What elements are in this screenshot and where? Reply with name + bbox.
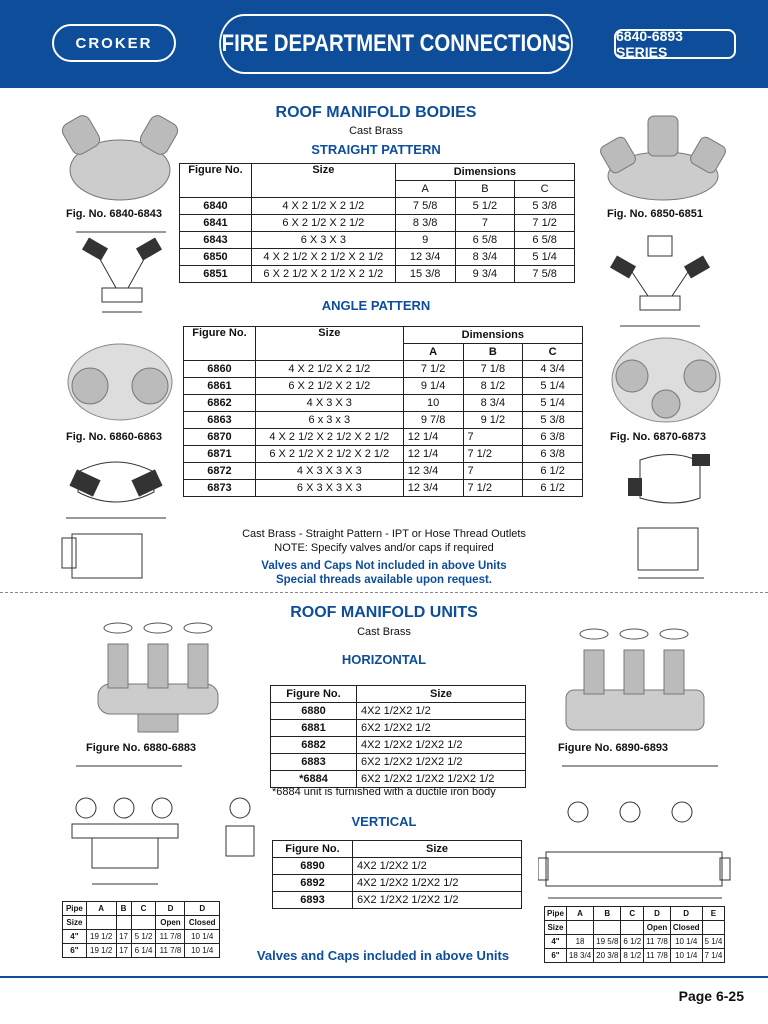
col-c: C <box>515 181 575 198</box>
table-row <box>184 412 583 429</box>
footer-rule <box>0 976 768 978</box>
dim-b: 7 <box>463 463 523 480</box>
dim-a: 12 1/4 <box>403 429 463 446</box>
size: 6 X 2 1/2 X 2 1/2 <box>255 378 403 395</box>
figure-no: *6884 <box>271 771 357 788</box>
valves-included-note: Valves and Caps included in above Units <box>256 948 510 963</box>
dim-b: 8 3/4 <box>455 249 515 266</box>
hdr-open: Open <box>156 916 185 930</box>
cell: 20 3/8 <box>594 949 621 963</box>
table-row <box>184 378 583 395</box>
manifold-6860-drawing <box>58 452 174 586</box>
cell: 17 <box>116 930 131 944</box>
cell: 10 1/4 <box>185 944 220 958</box>
vertical-unit-photo <box>560 620 710 742</box>
dim-b: 7 1/8 <box>463 361 523 378</box>
hdr-b: B <box>594 907 621 921</box>
table-row <box>180 232 575 249</box>
dim-a: 12 1/4 <box>403 446 463 463</box>
col-dimensions: Dimensions <box>395 164 574 181</box>
dim-c: 5 1/4 <box>515 249 575 266</box>
table-row <box>63 930 220 944</box>
fig-label-6890: Figure No. 6890-6893 <box>558 742 669 754</box>
cell: 10 1/4 <box>670 935 702 949</box>
cell: 8 1/2 <box>621 949 644 963</box>
size: 6 X 3 X 3 <box>251 232 395 249</box>
dim-c: 5 1/4 <box>523 378 583 395</box>
size: 4 X 2 1/2 X 2 1/2 <box>251 198 395 215</box>
table-row <box>273 858 522 875</box>
hdr-d-open: D <box>644 907 671 921</box>
size: 4X2 1/2X2 1/2X2 1/2 <box>353 875 522 892</box>
figure-no: 6860 <box>184 361 256 378</box>
table-row <box>271 754 526 771</box>
cell: 5 1/2 <box>131 930 156 944</box>
horizontal-unit-drawing <box>62 758 262 898</box>
dim-a: 15 3/8 <box>395 266 455 283</box>
col-b: B <box>463 344 523 361</box>
table-row <box>271 737 526 754</box>
dim-b: 7 <box>455 215 515 232</box>
col-a: A <box>395 181 455 198</box>
hdr-size: Size <box>63 916 87 930</box>
vertical-table <box>272 840 522 909</box>
cell: 5 1/4 <box>702 935 725 949</box>
cell: 6 1/4 <box>131 944 156 958</box>
size: 6 X 2 1/2 X 2 1/2 <box>251 215 395 232</box>
manifold-6850-drawing <box>600 226 720 330</box>
dim-c: 6 1/2 <box>523 463 583 480</box>
vertical-unit-drawing <box>538 758 738 904</box>
hdr-a: A <box>566 907 593 921</box>
dim-a: 7 5/8 <box>395 198 455 215</box>
figure-no: 6850 <box>180 249 252 266</box>
vertical-dim-table <box>544 906 725 963</box>
horizontal-table <box>270 685 526 788</box>
cell: 11 7/8 <box>156 944 185 958</box>
table-row <box>180 266 575 283</box>
figure-no: 6873 <box>184 480 256 497</box>
col-c: C <box>523 344 583 361</box>
dim-a: 12 3/4 <box>403 463 463 480</box>
figure-no: 6861 <box>184 378 256 395</box>
col-size: Size <box>357 686 526 703</box>
size: 4X2 1/2X2 1/2 <box>353 858 522 875</box>
col-dimensions: Dimensions <box>403 327 582 344</box>
table-row <box>180 215 575 232</box>
size: 4 X 2 1/2 X 2 1/2 X 2 1/2 <box>255 429 403 446</box>
hdr-e: E <box>702 907 725 921</box>
size: 4 X 2 1/2 X 2 1/2 <box>255 361 403 378</box>
page-number: Page 6-25 <box>678 988 744 1004</box>
hdr-size: Size <box>545 921 567 935</box>
dim-a: 9 <box>395 232 455 249</box>
fig-label-6870: Fig. No. 6870-6873 <box>610 431 706 443</box>
col-b: B <box>455 181 515 198</box>
figure-no: 6862 <box>184 395 256 412</box>
figure-no: 6851 <box>180 266 252 283</box>
hdr-d-closed: D <box>670 907 702 921</box>
fig-label-6850: Fig. No. 6850-6851 <box>607 208 703 220</box>
size: 6X2 1/2X2 1/2X2 1/2 <box>357 754 526 771</box>
figure-no: 6882 <box>271 737 357 754</box>
cell: 10 1/4 <box>670 949 702 963</box>
figure-no: 6843 <box>180 232 252 249</box>
dim-b: 9 1/2 <box>463 412 523 429</box>
dim-a: 7 1/2 <box>403 361 463 378</box>
figure-no: 6863 <box>184 412 256 429</box>
size: 6X2 1/2X2 1/2 <box>357 720 526 737</box>
table-row <box>63 944 220 958</box>
table-row <box>184 395 583 412</box>
col-figure: Figure No. <box>180 164 252 198</box>
dim-a: 8 3/8 <box>395 215 455 232</box>
dim-b: 9 3/4 <box>455 266 515 283</box>
horizontal-unit-photo <box>88 614 228 738</box>
dim-b: 7 1/2 <box>463 446 523 463</box>
hdr-c: C <box>131 902 156 916</box>
cell: 11 7/8 <box>644 949 671 963</box>
table-row <box>184 446 583 463</box>
dim-b: 6 5/8 <box>455 232 515 249</box>
cell: 19 5/8 <box>594 935 621 949</box>
size: 6 X 3 X 3 X 3 <box>255 480 403 497</box>
dim-c: 5 1/4 <box>523 395 583 412</box>
table-row <box>184 480 583 497</box>
manifold-6840-drawing <box>66 222 176 318</box>
units-material: Cast Brass <box>357 626 411 638</box>
pipe-size: 6" <box>63 944 87 958</box>
size: 6 X 2 1/2 X 2 1/2 X 2 1/2 <box>255 446 403 463</box>
figure-no: 6841 <box>180 215 252 232</box>
vertical-title: VERTICAL <box>351 814 417 829</box>
note-not-included: Valves and Caps Not included in above Units <box>261 560 507 572</box>
figure-no: 6883 <box>271 754 357 771</box>
table-row <box>273 892 522 909</box>
dim-b: 8 3/4 <box>463 395 523 412</box>
dim-b: 8 1/2 <box>463 378 523 395</box>
hdr-c: C <box>621 907 644 921</box>
bodies-material: Cast Brass <box>349 125 403 137</box>
manifold-6840-photo <box>60 108 180 204</box>
figure-no: 6870 <box>184 429 256 446</box>
horizontal-footnote: *6884 unit is furnished with a ductile iron body <box>272 786 496 798</box>
col-size: Size <box>353 841 522 858</box>
figure-no: 6880 <box>271 703 357 720</box>
hdr-a: A <box>86 902 116 916</box>
pipe-size: 4" <box>545 935 567 949</box>
manifold-6870-drawing <box>604 448 728 584</box>
dim-a: 12 3/4 <box>403 480 463 497</box>
note-cast-brass: Cast Brass - Straight Pattern - IPT or Hose Thread Outlets <box>242 528 526 540</box>
dim-c: 7 5/8 <box>515 266 575 283</box>
dim-a: 12 3/4 <box>395 249 455 266</box>
table-row <box>271 771 526 788</box>
dim-a: 10 <box>403 395 463 412</box>
fig-label-6840: Fig. No. 6840-6843 <box>66 208 162 220</box>
manifold-6860-photo <box>60 338 180 426</box>
size: 6 x 3 x 3 <box>255 412 403 429</box>
figure-no: 6840 <box>180 198 252 215</box>
straight-pattern-table <box>179 163 575 283</box>
figure-no: 6890 <box>273 858 353 875</box>
cell: 17 <box>116 944 131 958</box>
table-row <box>271 703 526 720</box>
cell: 19 1/2 <box>86 930 116 944</box>
dim-a: 9 7/8 <box>403 412 463 429</box>
croker-logo: CROKER <box>52 24 176 62</box>
angle-pattern-title: ANGLE PATTERN <box>321 298 431 313</box>
pipe-size: 6" <box>545 949 567 963</box>
size: 6X2 1/2X2 1/2X2 1/2 <box>353 892 522 909</box>
dim-c: 5 3/8 <box>523 412 583 429</box>
fig-label-6860: Fig. No. 6860-6863 <box>66 431 162 443</box>
hdr-pipe: Pipe <box>545 907 567 921</box>
hdr-closed: Closed <box>670 921 702 935</box>
hdr-d-closed: D <box>185 902 220 916</box>
size: 4 X 3 X 3 <box>255 395 403 412</box>
cell: 6 1/2 <box>621 935 644 949</box>
table-row <box>271 720 526 737</box>
cell: 11 7/8 <box>156 930 185 944</box>
dim-b: 7 <box>463 429 523 446</box>
figure-no: 6871 <box>184 446 256 463</box>
cell: 18 3/4 <box>566 949 593 963</box>
figure-no: 6893 <box>273 892 353 909</box>
table-row <box>184 429 583 446</box>
cell: 18 <box>566 935 593 949</box>
cell: 11 7/8 <box>644 935 671 949</box>
size: 4 X 2 1/2 X 2 1/2 X 2 1/2 <box>251 249 395 266</box>
hdr-open: Open <box>644 921 671 935</box>
fig-label-6880: Figure No. 6880-6883 <box>86 742 197 754</box>
size: 6X2 1/2X2 1/2X2 1/2X2 1/2 <box>357 771 526 788</box>
col-size: Size <box>255 327 403 361</box>
cell: 7 1/4 <box>702 949 725 963</box>
col-figure: Figure No. <box>271 686 357 703</box>
horizontal-dim-table <box>62 901 220 958</box>
table-row <box>273 875 522 892</box>
page-title: FIRE DEPARTMENT CONNECTIONS <box>219 14 573 74</box>
dim-c: 5 3/8 <box>515 198 575 215</box>
pipe-size: 4" <box>63 930 87 944</box>
section-divider <box>0 592 768 593</box>
table-row <box>180 249 575 266</box>
dim-a: 9 1/4 <box>403 378 463 395</box>
size: 4X2 1/2X2 1/2 <box>357 703 526 720</box>
cell: 10 1/4 <box>185 930 220 944</box>
size: 6 X 2 1/2 X 2 1/2 X 2 1/2 <box>251 266 395 283</box>
hdr-closed: Closed <box>185 916 220 930</box>
units-title: ROOF MANIFOLD UNITS <box>290 604 478 621</box>
table-row <box>545 935 725 949</box>
dim-c: 7 1/2 <box>515 215 575 232</box>
table-row <box>184 361 583 378</box>
dim-b: 7 1/2 <box>463 480 523 497</box>
manifold-6870-photo <box>604 332 728 428</box>
dim-c: 6 3/8 <box>523 446 583 463</box>
dim-c: 6 1/2 <box>523 480 583 497</box>
col-size: Size <box>251 164 395 198</box>
page-header <box>0 0 768 88</box>
hdr-d-open: D <box>156 902 185 916</box>
note-specify: NOTE: Specify valves and/or caps if required <box>274 542 494 554</box>
size: 4X2 1/2X2 1/2X2 1/2 <box>357 737 526 754</box>
dim-b: 5 1/2 <box>455 198 515 215</box>
figure-no: 6892 <box>273 875 353 892</box>
hdr-pipe: Pipe <box>63 902 87 916</box>
horizontal-title: HORIZONTAL <box>341 652 427 667</box>
table-row <box>184 463 583 480</box>
dim-c: 4 3/4 <box>523 361 583 378</box>
size: 4 X 3 X 3 X 3 <box>255 463 403 480</box>
manifold-6850-photo <box>596 112 730 206</box>
dim-c: 6 5/8 <box>515 232 575 249</box>
col-figure: Figure No. <box>273 841 353 858</box>
table-row <box>545 949 725 963</box>
straight-pattern-title: STRAIGHT PATTERN <box>311 142 441 157</box>
table-row <box>180 198 575 215</box>
figure-no: 6881 <box>271 720 357 737</box>
hdr-b: B <box>116 902 131 916</box>
col-a: A <box>403 344 463 361</box>
bodies-title: ROOF MANIFOLD BODIES <box>275 104 477 121</box>
dim-c: 6 3/8 <box>523 429 583 446</box>
col-figure: Figure No. <box>184 327 256 361</box>
figure-no: 6872 <box>184 463 256 480</box>
cell: 19 1/2 <box>86 944 116 958</box>
note-special-threads: Special threads available upon request. <box>275 574 493 586</box>
angle-pattern-table <box>183 326 583 497</box>
series-badge: 6840-6893 SERIES <box>614 29 736 59</box>
